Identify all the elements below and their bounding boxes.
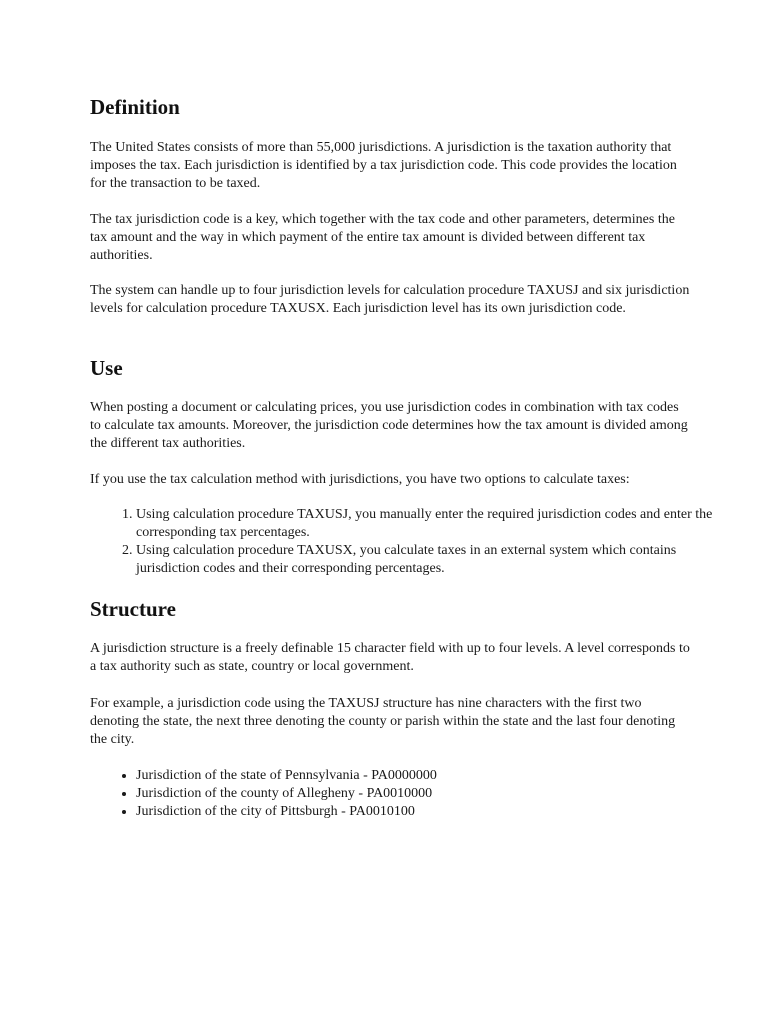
structure-paragraph-1: A jurisdiction structure is a freely definable 15 character field with up to four levels. A level corresponds to a tax authority such as state, country or local government. [90, 641, 690, 674]
structure-paragraph-2: For example, a jurisdiction code using the TAXUSJ structure has nine characters with the first two denoting the state, the next three denoting the county or parish within the state and the last four denoting the city. [90, 696, 676, 747]
use-paragraph-2: If you use the tax calculation method with jurisdictions, you have two options to calculate taxes: [90, 472, 630, 487]
definition-paragraph-1: The United States consists of more than 55,000 jurisdictions. A jurisdiction is the taxation authority that imposes the tax. Each jurisdiction is identified by a tax jurisdiction code. This code provides the location for the transaction to be taxed. [90, 140, 677, 191]
list-item: • Jurisdiction of the city of Pittsburgh - PA0010100 [136, 803, 736, 821]
examples-list [90, 767, 736, 821]
use-heading: Use [90, 356, 123, 380]
definition-paragraph-2: The tax jurisdiction code is a key, which together with the tax code and other parameters, determines the tax amount and the way in which payment of the entire tax amount is divided between different tax authorities. [90, 212, 675, 263]
definition-heading: Definition [90, 95, 180, 119]
list-item: • Jurisdiction of the state of Pennsylvania - PA0000000 [136, 767, 736, 785]
list-item: 2. Using calculation procedure TAXUSX, you calculate taxes in an external system which contains jurisdiction codes and their corresponding percentages. [136, 542, 736, 578]
definition-paragraph-3: The system can handle up to four jurisdiction levels for calculation procedure TAXUSJ and six jurisdiction levels for calculation procedure TAXUSX. Each jurisdiction level has its own jurisdiction code. [90, 283, 690, 316]
use-paragraph-1: When posting a document or calculating prices, you use jurisdiction codes in combination with tax codes to calculate tax amounts. Moreover, the jurisdiction code determines how the tax amount is divided among the different tax authorities. [90, 400, 688, 451]
structure-heading: Structure [90, 597, 176, 621]
list-item: 1. Using calculation procedure TAXUSJ, you manually enter the required jurisdiction codes and enter the corresponding tax percentages. [136, 506, 736, 542]
list-item: • Jurisdiction of the county of Allegheny - PA0010000 [136, 785, 736, 803]
options-list [90, 506, 736, 578]
